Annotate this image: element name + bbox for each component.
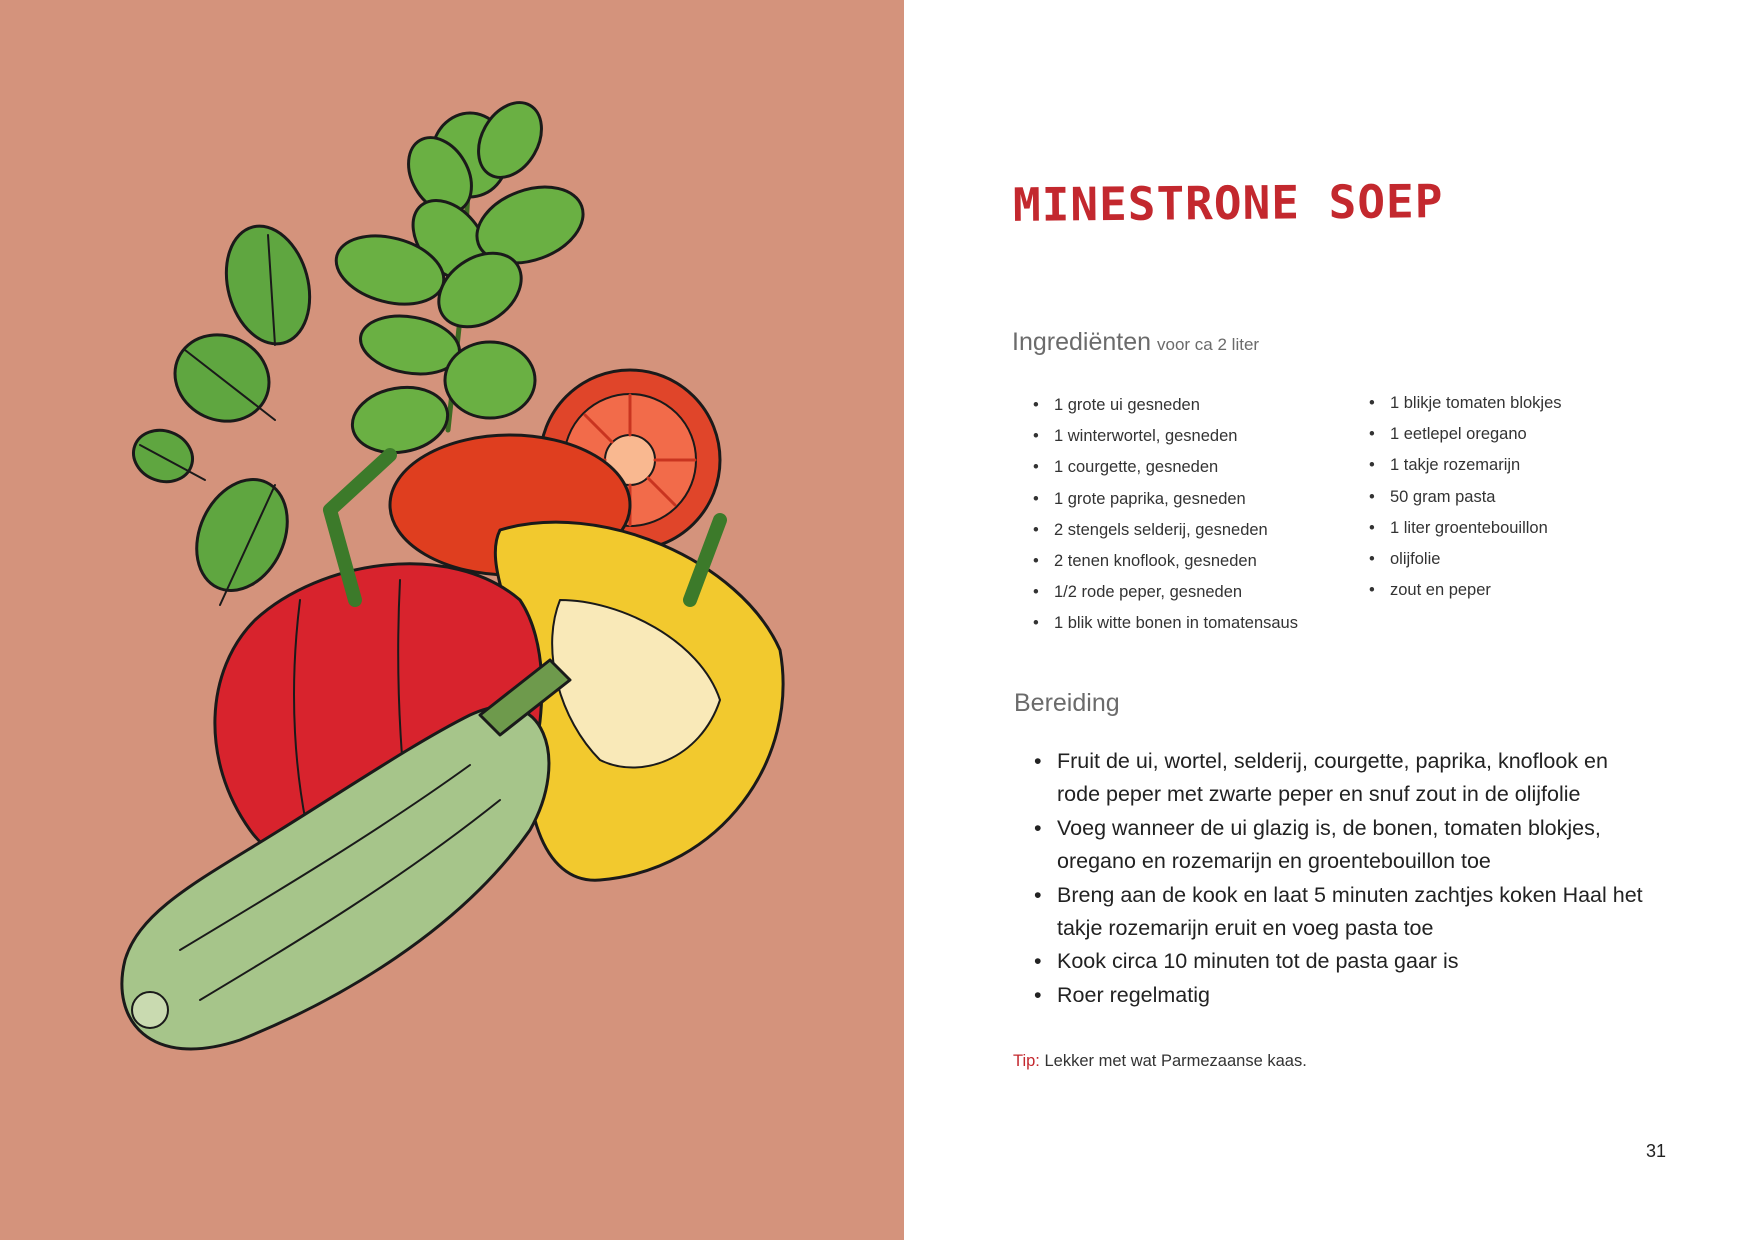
preparation-step: • Voeg wanneer de ui glazig is, de bonen, tomaten blokjes, oregano en rozemarijn en groentebouillon toe: [1034, 812, 1654, 879]
list-item: • olijfolie: [1369, 544, 1562, 575]
tip-text: Lekker met wat Parmezaanse kaas.: [1044, 1052, 1307, 1070]
list-item: • 1 winterwortel, gesneden: [1033, 421, 1298, 452]
ingredients-list-left: [1033, 390, 1298, 640]
preparation-step: • Breng aan de kook en laat 5 minuten zachtjes koken Haal het takje rozemarijn eruit en voeg pasta toe: [1034, 879, 1654, 946]
ingredients-heading: [1012, 328, 1259, 357]
ingredients-list-right: [1369, 388, 1562, 606]
preparation-step: • Kook circa 10 minuten tot de pasta gaar is: [1034, 945, 1654, 978]
ingredients-yield: voor ca 2 liter: [1157, 335, 1260, 354]
preparation-step: • Roer regelmatig: [1034, 979, 1654, 1012]
tip: [1013, 1052, 1307, 1071]
preparation-heading: Bereiding: [1014, 689, 1120, 717]
list-item: • 1 grote ui gesneden: [1033, 390, 1298, 421]
list-item: • 1 blik witte bonen in tomatensaus: [1033, 608, 1298, 639]
list-item: • 1 blikje tomaten blokjes: [1369, 388, 1562, 419]
basil-leaves: [126, 217, 322, 606]
tip-label: Tip:: [1013, 1052, 1040, 1070]
list-item: • 1/2 rode peper, gesneden: [1033, 577, 1298, 608]
ingredients-heading-label: Ingrediënten: [1012, 328, 1152, 356]
recipe-title: MINESTRONE SOEP: [1012, 174, 1444, 232]
page-number: 31: [1646, 1141, 1667, 1161]
list-item: • 1 eetlepel oregano: [1369, 419, 1562, 450]
list-item: • 2 stengels selderij, gesneden: [1033, 515, 1298, 546]
list-item: • zout en peper: [1369, 575, 1562, 606]
oregano-sprig: [329, 91, 594, 459]
list-item: • 1 grote paprika, gesneden: [1033, 484, 1298, 515]
list-item: • 50 gram pasta: [1369, 482, 1562, 513]
preparation-list: [1034, 745, 1654, 1012]
list-item: • 1 courgette, gesneden: [1033, 452, 1298, 483]
preparation-step: • Fruit de ui, wortel, selderij, courgette, paprika, knoflook en rode peper met zwarte peper en snuf zout in de olijfolie: [1034, 745, 1654, 812]
list-item: • 2 tenen knoflook, gesneden: [1033, 546, 1298, 577]
list-item: • 1 takje rozemarijn: [1369, 450, 1562, 481]
list-item: • 1 liter groentebouillon: [1369, 513, 1562, 544]
